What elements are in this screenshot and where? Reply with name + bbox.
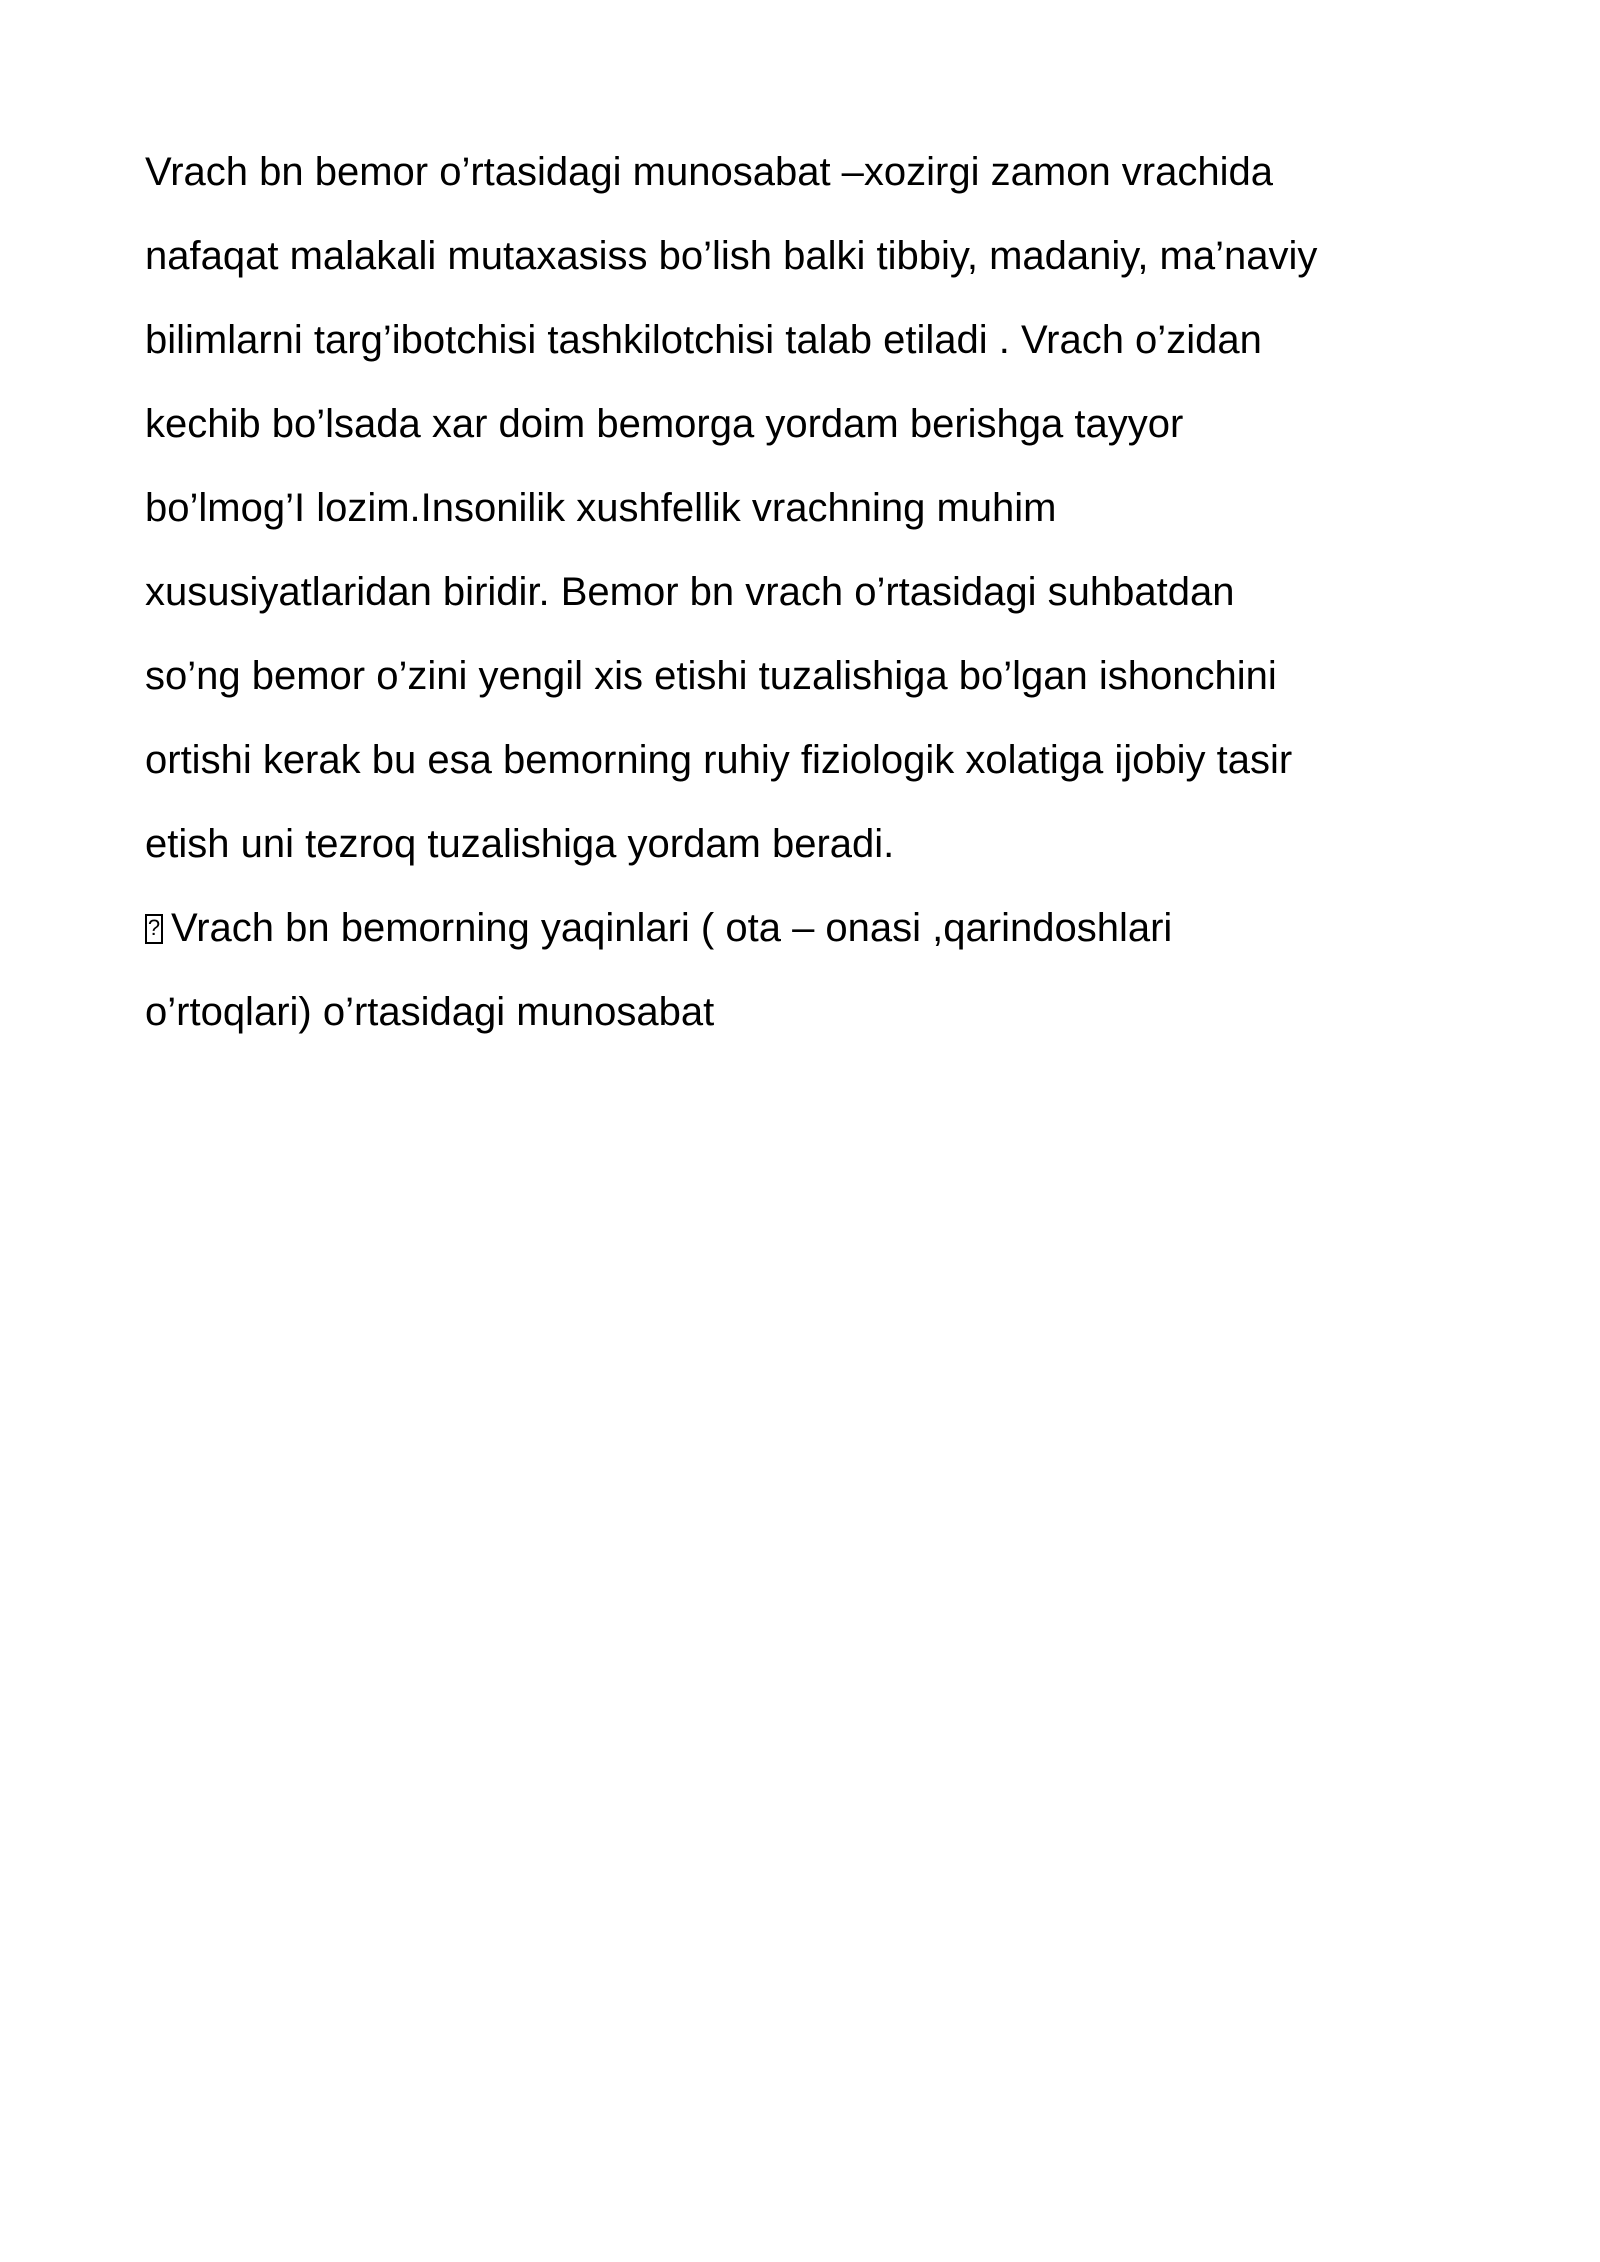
paragraph-line: kechib bo’lsada xar doim bemorga yordam berishga tayyor xyxy=(145,402,1184,446)
bullet-text: Vrach bn bemorning yaqinlari ( ota – onasi ,qarindoshlari xyxy=(171,906,1173,950)
bullet-item xyxy=(145,886,1485,970)
bullet-continuation-line: o’rtoqlari) o’rtasidagi munosabat xyxy=(145,990,715,1034)
paragraph-line: ortishi kerak bu esa bemorning ruhiy fiziologik xolatiga ijobiy tasir xyxy=(145,738,1293,782)
paragraph-line: so’ng bemor o’zini yengil xis etishi tuzalishiga bo’lgan ishonchini xyxy=(145,654,1277,698)
paragraph-line: Vrach bn bemor o’rtasidagi munosabat –xozirgi zamon vrachida xyxy=(145,150,1273,194)
paragraph-line: bilimlarni targ’ibotchisi tashkilotchisi talab etiladi . Vrach o’zidan xyxy=(145,318,1262,362)
document-body xyxy=(145,130,1485,1054)
paragraph-line: xususiyatlaridan biridir. Bemor bn vrach o’rtasidagi suhbatdan xyxy=(145,570,1235,614)
paragraph-line: nafaqat malakali mutaxasiss bo’lish balki tibbiy, madaniy, ma’naviy xyxy=(145,234,1318,278)
paragraph-line: bo’lmog’I lozim.Insonilik xushfellik vrachning muhim xyxy=(145,486,1057,530)
missing-glyph-icon xyxy=(145,914,163,944)
paragraph-line: etish uni tezroq tuzalishiga yordam beradi. xyxy=(145,822,895,866)
